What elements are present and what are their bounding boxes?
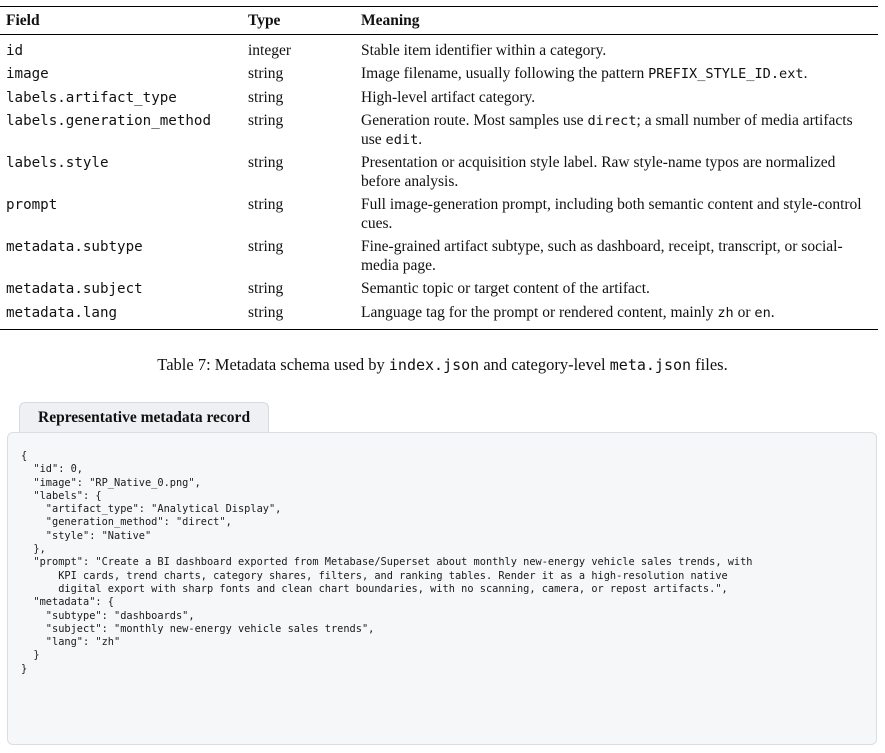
row-field: labels.artifact_type [6, 89, 177, 106]
caption-text: Table 7: Metadata schema used by [157, 355, 389, 374]
row-type: string [248, 280, 284, 297]
row-meaning [361, 112, 878, 149]
row-meaning: Full image-generation prompt, including both semantic content and style-control cues. [361, 196, 862, 232]
row-field: image [6, 66, 49, 82]
header-field: Field [6, 11, 40, 29]
caption-code: index.json [388, 356, 480, 374]
caption-text: and category-level [479, 355, 610, 374]
table-row [0, 39, 878, 63]
row-meaning: Semantic topic or target content of the artifact. [361, 280, 650, 297]
meaning-code: direct [587, 113, 637, 129]
row-type: string [248, 112, 284, 129]
meaning-text: Image filename, usually following the pattern [361, 65, 649, 82]
meaning-code: PREFIX_STYLE_ID.ext [648, 66, 804, 82]
row-field: labels.style [6, 155, 109, 171]
row-field: labels.generation_method [6, 113, 211, 129]
meaning-text: . [418, 130, 423, 148]
record-json-code: { "id": 0, "image": "RP_Native_0.png", "labels": { "artifact_type": "Analytical Display", "generation_method": "direct", "style": "Native" }, "prompt": "Create a BI dashboard exported from Metabase/Superset about monthly new-energy vehicle sales trends, with KPI cards, trend charts, category shares, filters, and ranking tables. Render it as a high-resolution native digital export with sharp fonts and clean chart boundaries, with no scanning, camera, or repost artifacts.", "metadata": { "subtype": "dashboards", "subject": "monthly new-energy vehicle sales trends", "lang": "zh" } } [21, 450, 753, 675]
row-type: string [248, 196, 284, 213]
metadata-schema-table [0, 6, 878, 330]
table-row [0, 152, 878, 194]
meaning-text: . [803, 65, 808, 82]
table-bottom-rule [0, 329, 878, 330]
row-field: metadata.subtype [6, 239, 143, 255]
table-row [0, 236, 878, 278]
meaning-text: Language tag for the prompt or rendered content, mainly [361, 303, 718, 321]
meaning-code: en [754, 304, 771, 321]
meaning-text: ; a small number of media artifacts use [361, 112, 853, 148]
row-type: string [248, 238, 284, 255]
meaning-code: edit [385, 131, 419, 148]
header-type: Type [248, 11, 281, 29]
header-meaning: Meaning [361, 11, 420, 29]
table-body [0, 35, 878, 329]
table-row [0, 301, 878, 325]
table-row [0, 86, 878, 110]
meaning-text: or [733, 303, 755, 321]
row-field: metadata.subject [6, 281, 143, 297]
meaning-text: Generation route. Most samples use [361, 112, 588, 129]
meaning-text: . [770, 303, 775, 321]
row-meaning: Fine-grained artifact subtype, such as dashboard, receipt, transcript, or social-media page. [361, 238, 843, 274]
table-row [0, 63, 878, 87]
row-field: prompt [6, 197, 58, 213]
table-header-row [0, 7, 878, 34]
row-type: string [248, 303, 284, 321]
row-meaning: Stable item identifier within a category. [361, 41, 607, 59]
table-row [0, 110, 878, 152]
table-row [0, 278, 878, 302]
row-type: string [248, 88, 284, 106]
row-meaning [361, 65, 878, 84]
row-type: string [248, 154, 284, 171]
record-code-box [7, 432, 877, 745]
row-type: string [248, 65, 284, 82]
meaning-code: zh [717, 304, 734, 321]
metadata-record-panel [7, 402, 877, 745]
row-meaning: High-level artifact category. [361, 88, 536, 106]
row-meaning: Presentation or acquisition style label. Raw style-name typos are normalized before analysis. [361, 154, 836, 190]
record-title-tab: Representative metadata record [19, 402, 269, 433]
row-type: integer [248, 41, 292, 59]
row-field: metadata.lang [6, 304, 118, 321]
caption-text: files. [691, 355, 728, 374]
row-field: id [6, 42, 24, 59]
caption-code: meta.json [609, 356, 692, 374]
table-caption [0, 355, 885, 375]
row-meaning [361, 304, 878, 323]
table-row [0, 194, 878, 236]
